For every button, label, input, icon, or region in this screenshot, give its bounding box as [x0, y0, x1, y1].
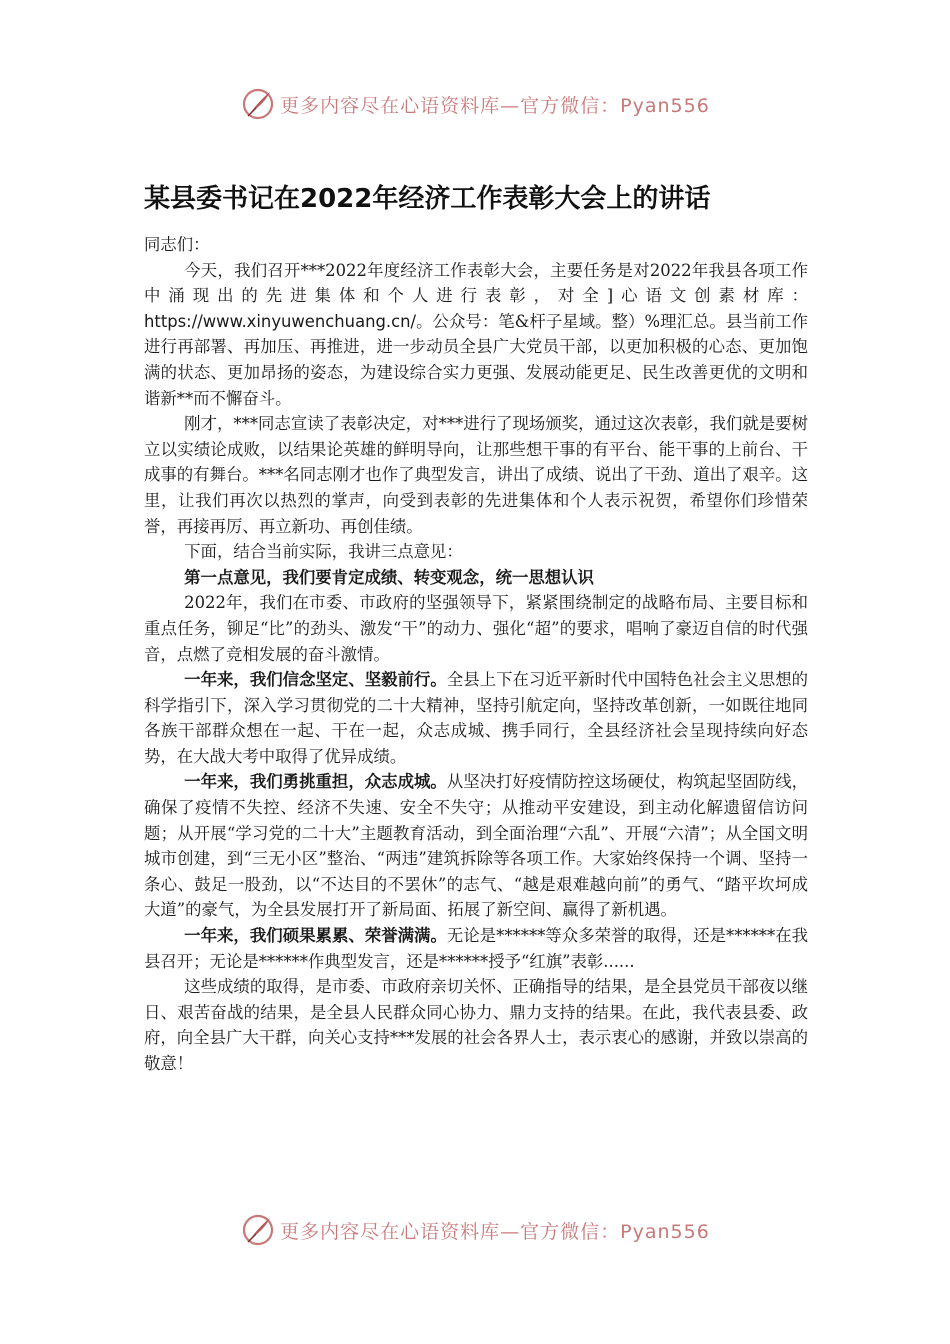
paragraph: 今天，我们召开***2022年度经济工作表彰大会，主要任务是对2022年我县各项工作中涌现出的先进集体和个人进行表彰，对全]心语文创素材库：https://www.xinyuwenchuang.cn/。公众号：笔&杆子星域。整）%理汇总。县当前工作进行再部署、再加压、再推进，进一步动员全县广大党员干部，以更加积极的心态、更加饱满的状态、更加昂扬的姿态，为建设综合实力更强、发展动能更足、民生改善更优的文明和谐新**而不懈奋斗。	[144, 260, 808, 408]
source-url: https://www.xinyuwenchuang.cn/	[144, 311, 417, 331]
quill-logo-icon	[240, 86, 276, 122]
paragraph-lead: 一年来，我们信念坚定、坚毅前行。	[184, 670, 447, 690]
paragraph-lead: 一年来，我们勇挑重担，众志成城。	[184, 772, 447, 792]
paragraph: 刚才，***同志宣读了表彰决定，对***进行了现场颁奖，通过这次表彰，我们就是要树立以实绩论成败，以结果论英雄的鲜明导向，让那些想干事的有平台、能干事的上前台、干成事的有舞台。***名同志刚才也作了典型发言，讲出了成绩、说出了干劲、道出了艰辛。这里，让我们再次以热烈的掌声，向受到表彰的先进集体和个人表示祝贺，希望你们珍惜荣誉，再接再厉、再立新功、再创佳绩。	[144, 414, 808, 536]
quill-logo-icon	[240, 1212, 276, 1248]
header-banner	[0, 84, 950, 124]
document-body	[144, 232, 808, 1077]
banner-text: 更多内容尽在心语资料库—官方微信：Pyan556	[280, 94, 710, 117]
document-title: 某县委书记在2022年经济工作表彰大会上的讲话	[144, 184, 711, 214]
paragraph: 一年来，我们信念坚定、坚毅前行。全县上下在习近平新时代中国特色社会主义思想的科学指引下，深入学习贯彻党的二十大精神，坚持引航定向，坚持改革创新，一如既往地同各族干部群众想在一起、干在一起，众志成城、携手同行，全县经济社会呈现持续向好态势，在大战大考中取得了优异成绩。	[144, 670, 809, 766]
banner-text: 更多内容尽在心语资料库—官方微信：Pyan556	[280, 1220, 710, 1243]
paragraph: 2022年，我们在市委、市政府的坚强领导下，紧紧围绕制定的战略布局、主要目标和重点任务，铆足“比”的劲头、激发“干”的动力、强化“超”的要求，唱响了豪迈自信的时代强音，点燃了竞相发展的奋斗激情。	[144, 593, 808, 664]
paragraph: 这些成绩的取得，是市委、市政府亲切关怀、正确指导的结果，是全县党员干部夜以继日、艰苦奋战的结果，是全县人民群众同心协力、鼎力支持的结果。在此，我代表县委、政府，向全县广大干群，向关心支持***发展的社会各界人士，表示衷心的感谢，并致以崇高的敬意！	[144, 977, 808, 1073]
paragraph: 一年来，我们硕果累累、荣誉满满。无论是******等众多荣誉的取得，还是******在我县召开；无论是******作典型发言，还是******授予“红旗”表彰......	[144, 926, 809, 971]
salutation: 同志们：	[144, 235, 210, 254]
section-heading: 第一点意见，我们要肯定成绩、转变观念，统一思想认识	[184, 567, 594, 587]
paragraph: 一年来，我们勇挑重担，众志成城。从坚决打好疫情防控这场硬仗，构筑起坚固防线，确保了疫情不失控、经济不失速、安全不失守；从推动平安建设，到主动化解遗留信访问题；从开展“学习党的二十大”主题教育活动，到全面治理“六乱”、开展“六清”；从全国文明城市创建，到“三无小区”整治、“两违”建筑拆除等各项工作。大家始终保持一个调、坚持一条心、鼓足一股劲，以“不达目的不罢休”的志气、“越是艰难越向前”的勇气、“踏平坎坷成大道”的豪气，为全县发展打开了新局面、拓展了新空间、赢得了新机遇。	[144, 772, 809, 920]
paragraph: 下面，结合当前实际，我讲三点意见：	[184, 542, 463, 562]
paragraph-lead: 一年来，我们硕果累累、荣誉满满。	[184, 926, 447, 946]
footer-banner	[0, 1210, 950, 1250]
